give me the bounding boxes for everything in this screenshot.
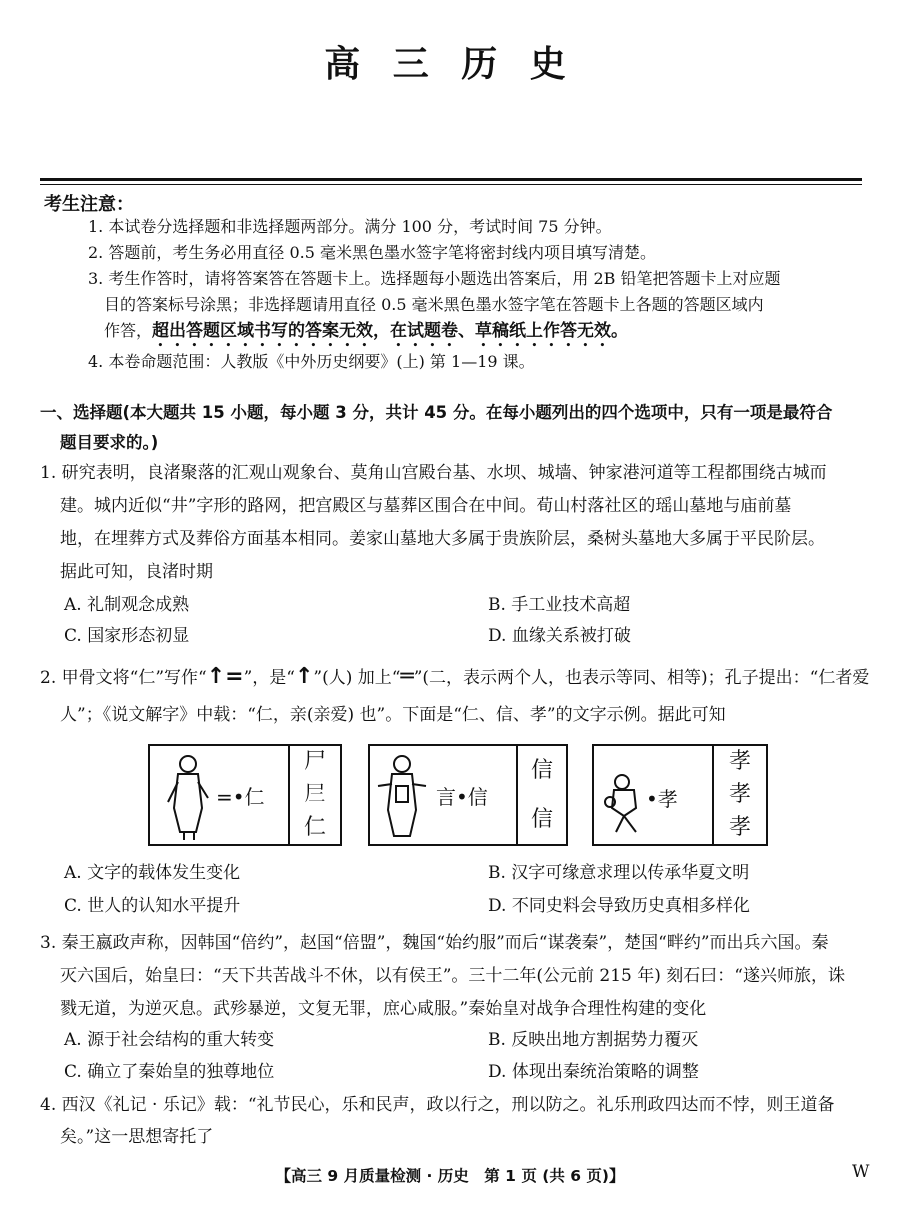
figure-ren-chars — [288, 746, 340, 844]
q1-option-a: A. 礼制观念成熟 — [64, 595, 190, 615]
figure-xiao-chars — [712, 746, 766, 844]
q2-option-c: C. 世人的认知水平提升 — [64, 896, 241, 916]
figure-xin-chars — [516, 746, 566, 844]
q1-option-d: D. 血缘关系被打破 — [488, 626, 631, 646]
q2-text-a: 2. 甲骨文将“仁”写作“ — [40, 668, 207, 688]
page-title: 高 三 历 史 — [324, 43, 576, 85]
figure-ren-illustration — [150, 746, 288, 844]
q2-option-b: B. 汉字可缘意求理以传承华夏文明 — [488, 863, 750, 883]
q3-stem-line-1: 3. 秦王嬴政声称，因韩国“倍约”，赵国“倍盟”，魏国“始约服”而后“谋袭秦”，楚国“畔约”而出兵六国。秦 — [40, 933, 829, 953]
q1-option-b: B. 手工业技术高超 — [488, 595, 631, 615]
notice-item-3-line-2: 目的答案标号涂黑；非选择题请用直径 0.5 毫米黑色墨水签字笔在答题卡上各题的答题区域内 — [104, 295, 764, 314]
notice-item-4: 4. 本卷命题范围：人教版《中外历史纲要》(上) 第 1—19 课。 — [88, 352, 535, 371]
q1-option-c: C. 国家形态初显 — [64, 626, 190, 646]
q1-stem-line-4: 据此可知，良渚时期 — [60, 562, 213, 582]
q2-text-c: ”(人) 加上“ — [313, 668, 401, 688]
figure-xin-illustration — [370, 746, 516, 844]
notice-item-3-line-1: 3. 考生作答时，请将答案答在答题卡上。选择题每小题选出答案后，用 2B 铅笔把答题卡上对应题 — [88, 269, 781, 288]
q3-option-a: A. 源于社会结构的重大转变 — [64, 1030, 275, 1050]
oracle-ren-glyph: ↑= — [206, 664, 244, 689]
q2-text-b: ”，是“ — [243, 668, 295, 688]
footer-code: W — [852, 1162, 870, 1182]
header-rule-thin — [40, 184, 862, 185]
notice-item-2: 2. 答题前，考生务必用直径 0.5 毫米黑色墨水签字笔将密封线内项目填写清楚。 — [88, 243, 656, 262]
oracle-person-glyph: ↑ — [294, 664, 314, 689]
q1-stem-line-3: 地，在埋葬方式及葬俗方面基本相同。姜家山墓地大多属于贵族阶层，桑树头墓地大多属于平民阶层。 — [60, 529, 825, 549]
section-heading-line-2: 题目要求的。) — [60, 433, 159, 452]
q1-stem-line-1: 1. 研究表明，良渚聚落的汇观山观象台、莫角山宫殿台基、水坝、城墙、钟家港河道等工程都围绕古城而 — [40, 463, 827, 483]
q2-option-d: D. 不同史料会导致历史真相多样化 — [488, 896, 750, 916]
figure-xiao-char-1: 孝 — [728, 749, 751, 775]
figure-xiao-char-3: 孝 — [728, 814, 751, 840]
notice-emphasis: 超出答题区域书写的答案无效，在试题卷、草稿纸上作答无效。 — [152, 321, 629, 341]
q2-option-a: A. 文字的载体发生变化 — [64, 863, 241, 883]
notice-heading: 考生注意： — [44, 194, 134, 215]
q4-stem-line-2: 矣。”这一思想寄托了 — [60, 1127, 214, 1147]
notice-item-3-line-3 — [104, 318, 874, 351]
q1-stem-line-2: 建。城内近似“井”字形的路网，把宫殿区与墓葬区围合在中间。荀山村落社区的瑶山墓地与庙前墓 — [60, 496, 792, 516]
q4-stem-line-1: 4. 西汉《礼记 · 乐记》载：“礼节民心，乐和民声，政以行之，刑以防之。礼乐刑政四达而不悖，则王道备 — [40, 1095, 835, 1115]
figure-xiao-flow: •孝 — [646, 787, 678, 811]
section-heading-line-1: 一、选择题(本大题共 15 小题，每小题 3 分，共计 45 分。在每小题列出的四个选项中，只有一项是最符合 — [40, 403, 833, 422]
q3-stem-line-2: 灭六国后，始皇曰：“天下共苦战斗不休，以有侯王”。三十二年(公元前 215 年) 刻石曰：“遂兴师旅，诛 — [60, 966, 845, 986]
figure-xin-char-2: 信 — [530, 806, 553, 832]
figure-xiao — [592, 744, 768, 846]
figure-xiao-illustration — [594, 746, 712, 844]
notice-item-1: 1. 本试卷分选择题和非选择题两部分。满分 100 分，考试时间 75 分钟。 — [88, 217, 612, 236]
figure-ren-char-2: 𡰥 — [303, 781, 326, 807]
figure-ren-char-1: 尸 — [303, 749, 326, 775]
figure-ren — [148, 744, 342, 846]
q3-option-d: D. 体现出秦统治策略的调整 — [488, 1062, 699, 1082]
q2-stem-line-2: 人”；《说文解字》中载：“仁，亲(亲爱) 也”。下面是“仁、信、孝”的文字示例。据此可知 — [60, 705, 726, 725]
figure-ren-char-3: 仁 — [303, 814, 326, 840]
figure-xin-char-1: 信 — [530, 757, 553, 783]
oracle-two-glyph: ═ — [400, 664, 414, 689]
q3-option-c: C. 确立了秦始皇的独尊地位 — [64, 1062, 275, 1082]
q3-option-b: B. 反映出地方割据势力覆灭 — [488, 1030, 699, 1050]
q2-text-d: ”(二，表示两个人，也表示等同、相等)；孔子提出：“仁者爱 — [413, 668, 870, 688]
notice-item-3-prefix: 作答， — [104, 321, 153, 340]
figure-xin-flow: 言•信 — [436, 785, 488, 809]
figure-xiao-char-2: 孝 — [728, 781, 751, 807]
figure-ren-flow: =•仁 — [216, 785, 265, 809]
page-footer: 【高三 9 月质量检测 · 历史 第 1 页 (共 6 页)】 — [275, 1167, 625, 1185]
q2-stem-line-1 — [40, 662, 870, 693]
q3-stem-line-3: 戮无道，为逆灭息。武殄暴逆，文复无罪，庶心咸服。”秦始皇对战争合理性构建的变化 — [60, 999, 707, 1019]
figure-xin — [368, 744, 568, 846]
header-rule-thick — [40, 178, 862, 181]
